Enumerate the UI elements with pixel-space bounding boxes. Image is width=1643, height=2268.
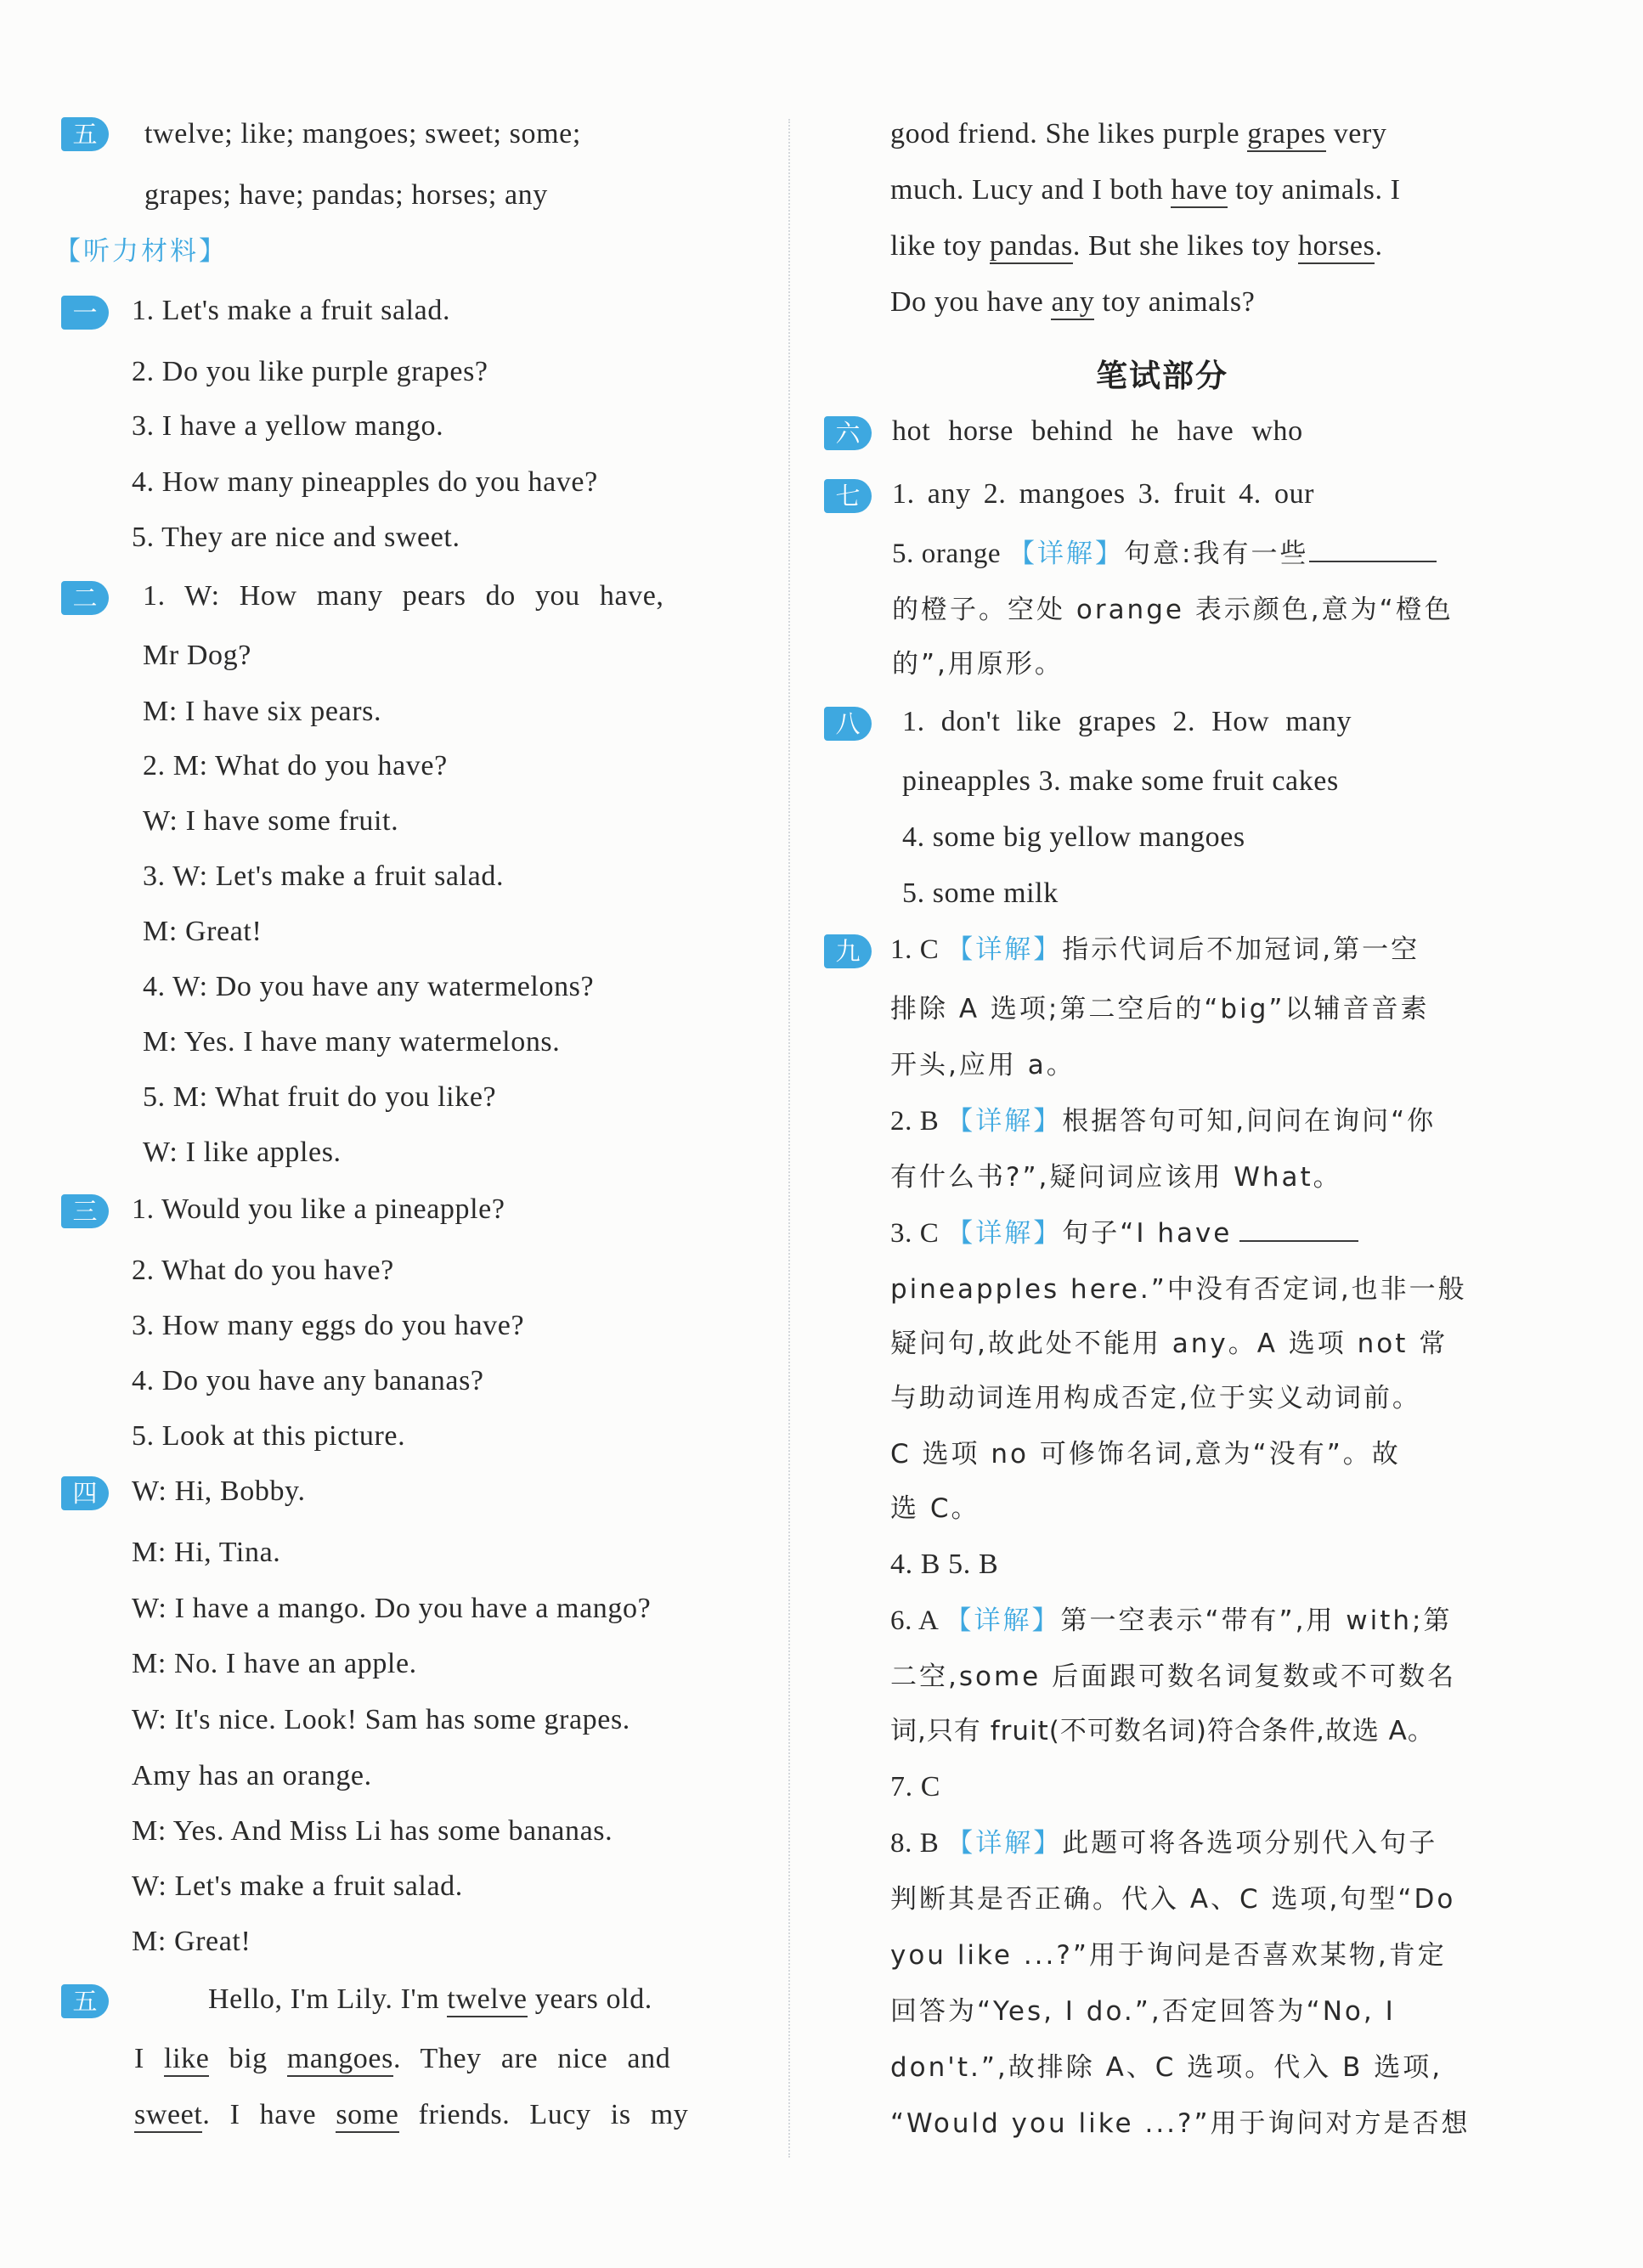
- answer-line: 1. any 2. mangoes 3. fruit 4. our: [892, 478, 1315, 510]
- column-divider: [788, 119, 790, 2158]
- passage-line: I like big mangoes. They are nice and: [134, 2040, 670, 2078]
- answer-line: hot horse behind he have who: [892, 415, 1303, 447]
- script-line: 3. I have a yellow mango.: [132, 410, 444, 442]
- section-badge-4: 四: [61, 1476, 109, 1510]
- script-line: 2. What do you have?: [132, 1255, 394, 1286]
- explanation-line: C 选项 no 可修饰名词,意为“没有”。故: [890, 1439, 1401, 1470]
- listening-header: 【听力材料】: [54, 236, 228, 267]
- explanation-line: 二空,some 后面跟可数名词复数或不可数名: [890, 1662, 1457, 1692]
- script-line: 1. Let's make a fruit salad.: [132, 295, 451, 326]
- answer-line: 5. some milk: [902, 877, 1059, 909]
- script-line: 4. Do you have any bananas?: [132, 1365, 484, 1396]
- section-badge-5b: 五: [61, 1984, 109, 2018]
- script-line: W: Let's make a fruit salad.: [132, 1870, 463, 1902]
- explanation-line: 判断其是否正确。代入 A、C 选项,句型“Do: [890, 1884, 1456, 1915]
- explanation-line: 排除 A 选项;第二空后的“big”以辅音音素: [890, 994, 1430, 1024]
- explanation-line: you like ...?”用于询问是否喜欢某物,肯定: [890, 1940, 1447, 1971]
- passage-line: Do you have any toy animals?: [890, 284, 1255, 321]
- script-line: Mr Dog?: [143, 640, 251, 671]
- explanation-line: 与助动词连用构成否定,位于实义动词前。: [890, 1383, 1421, 1413]
- left-column: [0, 0, 816, 2268]
- script-line: M: I have six pears.: [143, 696, 382, 727]
- explanation-line: 词,只有 fruit(不可数名词)符合条件,故选 A。: [890, 1716, 1435, 1746]
- section-badge-9: 九: [824, 934, 872, 968]
- section-badge-1: 一: [61, 296, 109, 330]
- script-line: 5. M: What fruit do you like?: [143, 1081, 497, 1113]
- script-line: M: Yes. I have many watermelons.: [143, 1026, 561, 1058]
- script-line: 1. W: How many pears do you have,: [143, 580, 664, 612]
- answer-line: pineapples 3. make some fruit cakes: [902, 765, 1339, 797]
- answer-line: twelve; like; mangoes; sweet; some;: [144, 118, 581, 150]
- script-line: M: No. I have an apple.: [132, 1648, 417, 1679]
- explanation-line: 回答为“Yes, I do.”,否定回答为“No, I: [890, 1996, 1396, 2027]
- script-line: M: Hi, Tina.: [132, 1537, 281, 1568]
- explanation-line: 的”,用原形。: [892, 649, 1064, 680]
- script-line: M: Great!: [143, 916, 263, 947]
- script-line: 5. Look at this picture.: [132, 1420, 406, 1452]
- script-line: W: Hi, Bobby.: [132, 1475, 306, 1507]
- answer-line: 7. C: [890, 1771, 941, 1803]
- script-line: 2. Do you like purple grapes?: [132, 356, 488, 387]
- answer-line: 3. C 【详解】句子“I have: [890, 1215, 1358, 1252]
- script-line: W: I have a mango. Do you have a mango?: [132, 1593, 652, 1624]
- section-badge-6: 六: [824, 416, 872, 450]
- explanation-line: 的橙子。空处 orange 表示颜色,意为“橙色: [892, 595, 1454, 625]
- answer-line: 5. orange 【详解】句意:我有一些: [892, 535, 1437, 573]
- passage-line: Hello, I'm Lily. I'm twelve years old.: [208, 1981, 652, 2018]
- explanation-line: don't.”,故排除 A、C 选项。代入 B 选项,: [890, 2052, 1443, 2083]
- script-line: 4. W: Do you have any watermelons?: [143, 971, 595, 1002]
- answer-line: 2. B 【详解】根据答句可知,问问在询问“你: [890, 1106, 1437, 1137]
- script-line: 2. M: What do you have?: [143, 750, 448, 781]
- answer-line: 1. don't like grapes 2. How many: [902, 706, 1352, 737]
- answer-line: 6. A 【详解】第一空表示“带有”,用 with;第: [890, 1605, 1453, 1636]
- explanation-line: 疑问句,故此处不能用 any。A 选项 not 常: [890, 1329, 1448, 1359]
- script-line: 5. They are nice and sweet.: [132, 522, 460, 553]
- explanation-line: 有什么书?”,疑问词应该用 What。: [890, 1162, 1342, 1193]
- passage-line: like toy pandas. But she likes toy horses.: [890, 228, 1383, 265]
- section-badge-2: 二: [61, 581, 109, 615]
- script-line: W: I like apples.: [143, 1137, 342, 1168]
- explanation-line: “Would you like ...?”用于询问对方是否想: [890, 2108, 1471, 2139]
- explanation-line: pineapples here.”中没有否定词,也非一般: [890, 1274, 1467, 1305]
- answer-line: 4. some big yellow mangoes: [902, 821, 1245, 853]
- script-line: W: I have some fruit.: [143, 805, 399, 837]
- section-badge-7: 七: [824, 479, 872, 513]
- written-section-title: 笔试部分: [1096, 358, 1228, 394]
- section-badge-5: 五: [61, 117, 109, 151]
- section-badge-3: 三: [61, 1194, 109, 1228]
- section-badge-8: 八: [824, 707, 872, 741]
- script-line: 4. How many pineapples do you have?: [132, 466, 598, 498]
- script-line: Amy has an orange.: [132, 1760, 372, 1791]
- explanation-line: 选 C。: [890, 1493, 980, 1524]
- passage-line: much. Lucy and I both have toy animals. I: [890, 172, 1401, 209]
- script-line: 1. Would you like a pineapple?: [132, 1193, 505, 1225]
- explanation-line: 开头,应用 a。: [890, 1050, 1076, 1080]
- passage-line: good friend. She likes purple grapes very: [890, 116, 1387, 153]
- answer-line: 4. B 5. B: [890, 1549, 999, 1580]
- script-line: M: Great!: [132, 1926, 251, 1957]
- script-line: W: It's nice. Look! Sam has some grapes.: [132, 1704, 630, 1735]
- answer-line: 8. B 【详解】此题可将各选项分别代入句子: [890, 1828, 1438, 1859]
- answer-line: 1. C 【详解】指示代词后不加冠词,第一空: [890, 934, 1420, 965]
- passage-line: sweet. I have some friends. Lucy is my: [134, 2096, 688, 2134]
- answer-line: grapes; have; pandas; horses; any: [144, 179, 548, 211]
- script-line: 3. How many eggs do you have?: [132, 1310, 525, 1341]
- script-line: M: Yes. And Miss Li has some bananas.: [132, 1815, 613, 1847]
- script-line: 3. W: Let's make a fruit salad.: [143, 860, 505, 892]
